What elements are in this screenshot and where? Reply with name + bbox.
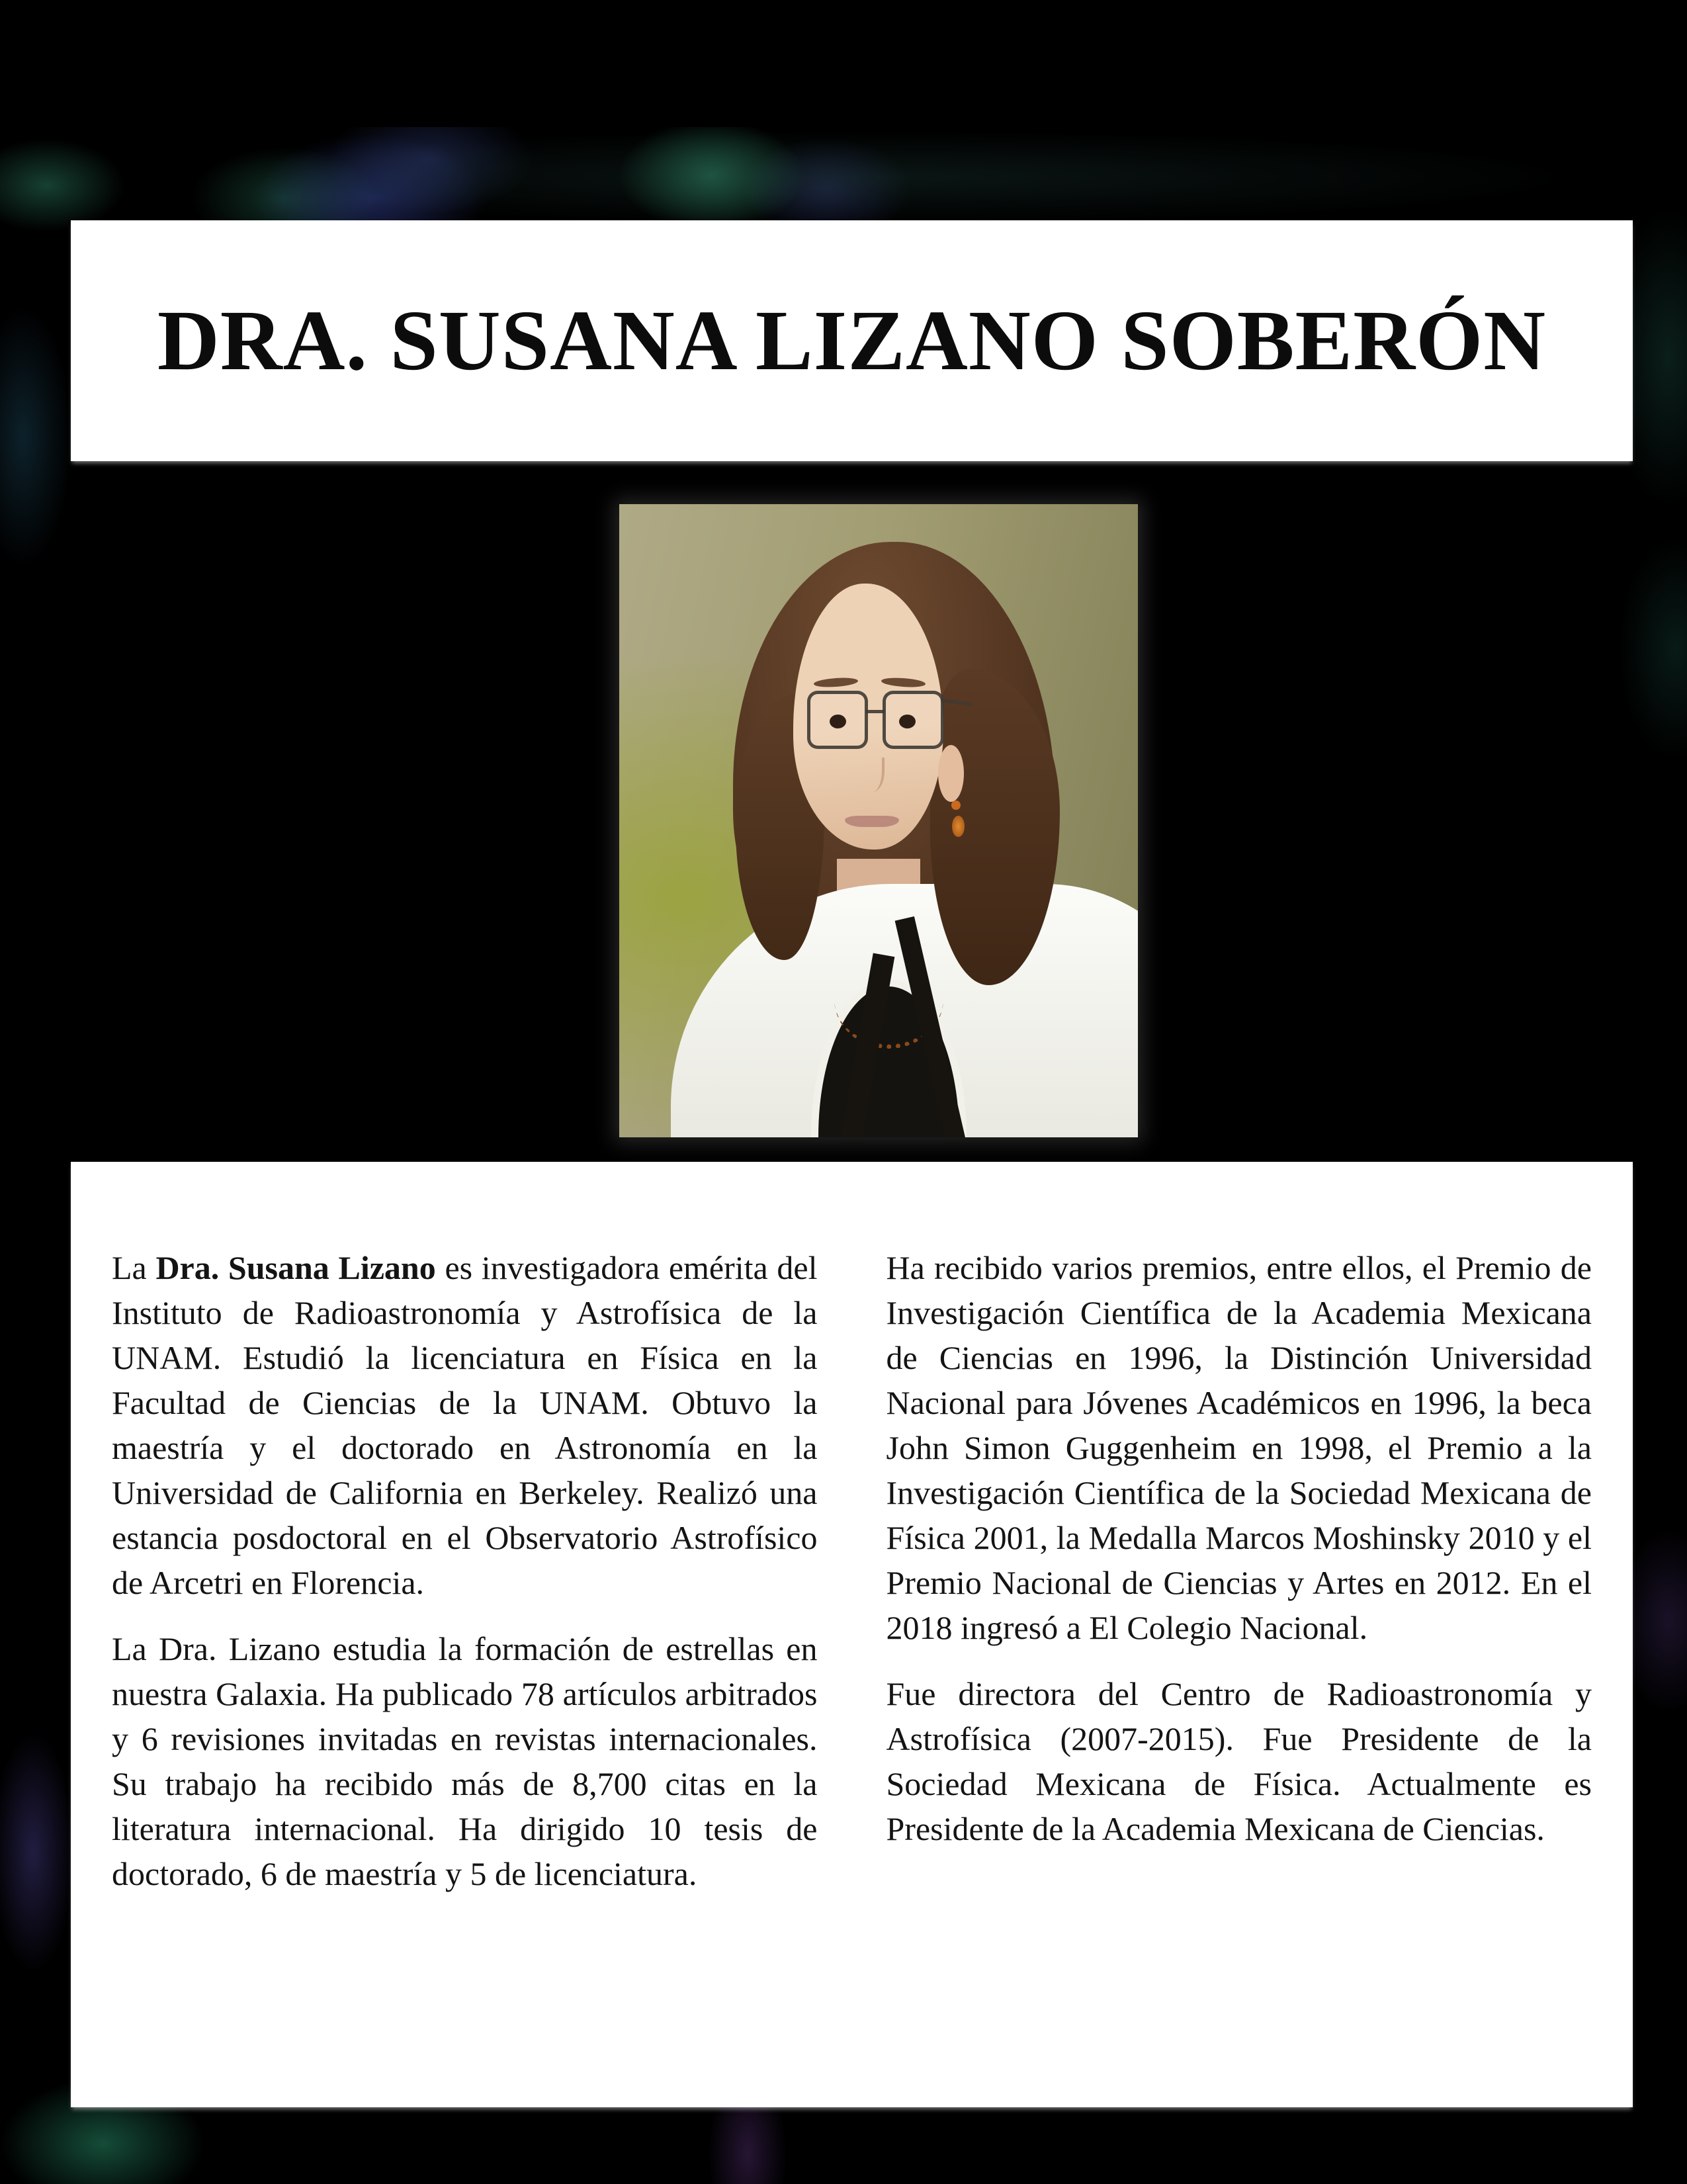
- glasses-bridge: [866, 710, 885, 713]
- ear: [938, 745, 964, 802]
- bio-paragraph-right-1: Ha recibido varios premios, entre ellos, el Premio de Investigación Científica de la Academia Mexicana de Ciencias en 1996, la Distinción Universidad Nacional para Jóvenes Académicos en 1996, la beca John Simon Guggenheim en 1998, el Premio a la Investigación Científica de la Sociedad Mexicana de Física 2001, la Medalla Marcos Moshinsky 2010 y el Premio Nacional de Ciencias y Artes en 2012. En el 2018 ingresó a El Colegio Nacional.: [886, 1249, 1592, 1646]
- earring-stud: [951, 801, 961, 810]
- bio-paragraph-right-2: Fue directora del Centro de Radioastronomía y Astrofísica (2007-2015). Fue Presidente de la Sociedad Mexicana de Física. Actualmente es Presidente de la Academia Mexicana de Ciencias.: [886, 1675, 1592, 1847]
- title-banner: [71, 220, 1633, 461]
- bio-text-box: [71, 1162, 1633, 2107]
- bio-left-p1-rest: es investigadora emérita del Instituto de Radioastronomía y Astrofísica de la UNAM. Estudió la licenciatura en Física en la Facultad de Ciencias de la UNAM. Obtuvo la maestría y el doctorado en Astronomía en la Universidad de California en Berkeley. Realizó una estancia posdoctoral en el Observatorio Astrofísico de Arcetri en Florencia.: [112, 1249, 818, 1601]
- two-column-layout: [112, 1245, 1592, 1917]
- bio-left-p1-prefix: La: [112, 1249, 156, 1286]
- portrait-photo: [619, 504, 1138, 1137]
- bio-right-column: [887, 1245, 1592, 1917]
- left-eye: [830, 715, 846, 728]
- page-title: DRA. SUSANA LIZANO SOBERÓN: [157, 293, 1547, 388]
- top-black-bar: [0, 0, 1687, 127]
- right-eye: [899, 715, 916, 728]
- bio-left-column: [112, 1245, 818, 1917]
- lips: [845, 816, 899, 827]
- bio-paragraph-left-2: La Dra. Lizano estudia la formación de estrellas en nuestra Galaxia. Ha publicado 78 artículos arbitrados y 6 revisiones invitadas en revistas internacionales. Su trabajo ha recibido más de 8,700 citas en la literatura internacional. Ha dirigido 10 tesis de doctorado, 6 de maestría y 5 de licenciatura.: [112, 1630, 818, 1892]
- bio-name-bold: Dra. Susana Lizano: [155, 1249, 436, 1286]
- bio-paragraph-left-1: [112, 1245, 818, 1605]
